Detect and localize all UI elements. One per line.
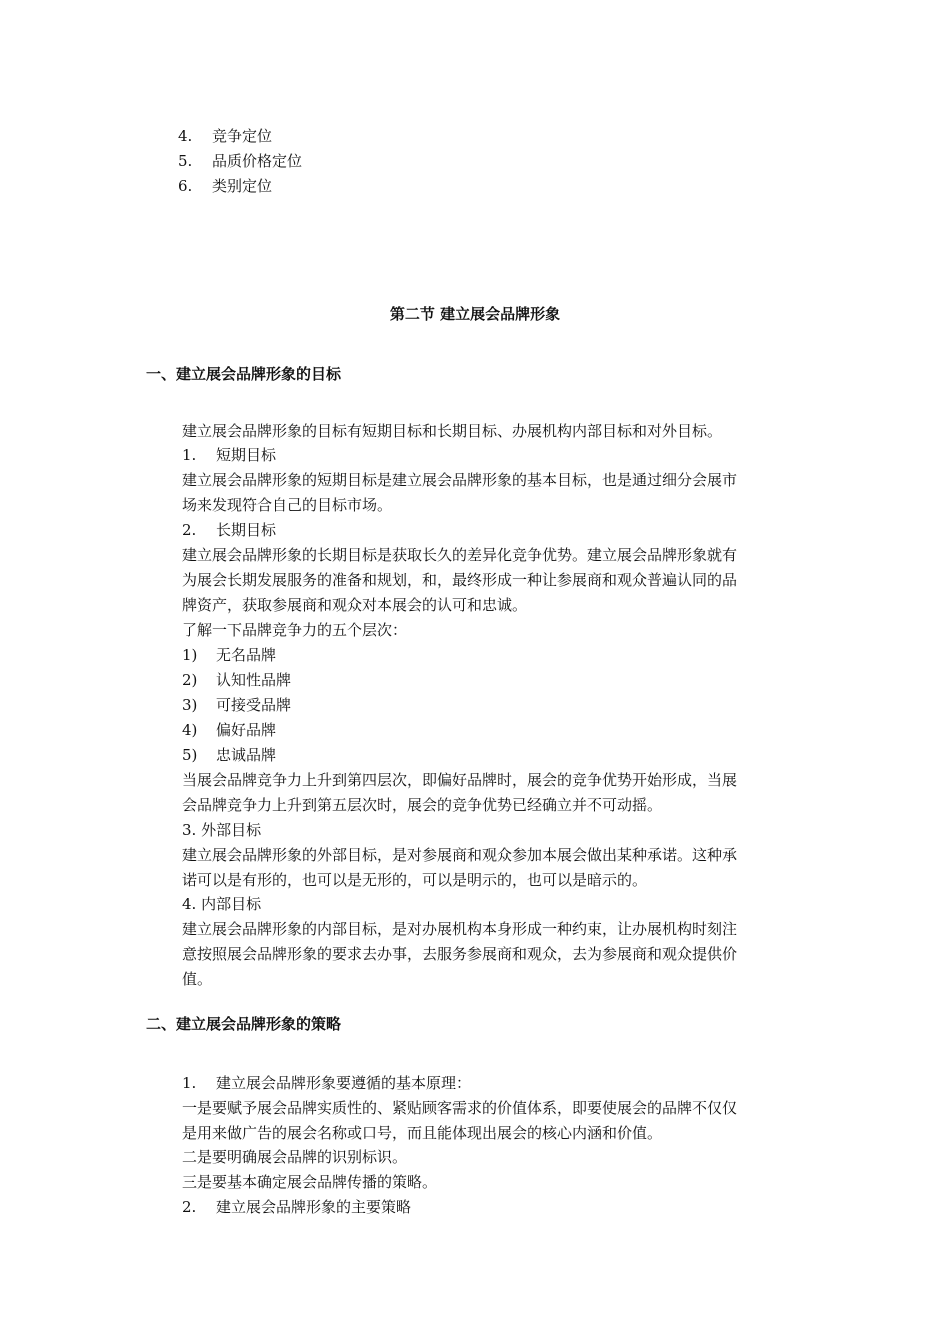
paragraph-line: 建立展会品牌形象的短期目标是建立展会品牌形象的基本目标，也是通过细分会展市 <box>182 471 738 489</box>
paragraph-line: 建立展会品牌形象的长期目标是获取长久的差异化竞争优势。建立展会品牌形象就有 <box>182 546 738 564</box>
list-text: 建立展会品牌形象的主要策略 <box>216 1198 412 1216</box>
paragraph-line: 建立展会品牌形象的内部目标，是对办展机构本身形成一种约束，让办展机构时刻注 <box>182 920 738 938</box>
list-number: 2. <box>182 521 197 539</box>
list-number: 3) <box>182 696 198 714</box>
list-text: 认知性品牌 <box>216 671 292 689</box>
paragraph-line: 是用来做广告的展会名称或口号，而且能体现出展会的核心内涵和价值。 <box>182 1124 663 1142</box>
level-item <box>182 745 276 765</box>
list-item <box>178 176 272 196</box>
paragraph-line: 值。 <box>182 970 213 988</box>
subheading-internal: 4. 内部目标 <box>182 895 262 913</box>
list-number: 4. <box>178 127 193 145</box>
paragraph-line: 当展会品牌竞争力上升到第四层次，即偏好品牌时，展会的竞争优势开始形成，当展 <box>182 771 738 789</box>
part2-heading: 二、建立展会品牌形象的策略 <box>146 1015 342 1033</box>
level-item <box>182 645 276 665</box>
paragraph-line: 意按照展会品牌形象的要求去办事，去服务参展商和观众，去为参展商和观众提供价 <box>182 945 738 963</box>
paragraph-line: 诺可以是有形的，也可以是无形的，可以是明示的，也可以是暗示的。 <box>182 871 648 889</box>
paragraph-line: 建立展会品牌形象的外部目标，是对参展商和观众参加本展会做出某种承诺。这种承 <box>182 846 738 864</box>
paragraph-line: 场来发现符合自己的目标市场。 <box>182 496 393 514</box>
part1-heading: 一、建立展会品牌形象的目标 <box>146 365 342 383</box>
list-text: 长期目标 <box>216 521 277 539</box>
list-text: 短期目标 <box>216 446 277 464</box>
subheading-strategy <box>182 1197 411 1217</box>
list-item <box>178 126 272 146</box>
paragraph-line: 为展会长期发展服务的准备和规划，和，最终形成一种让参展商和观众普遍认同的品 <box>182 571 738 589</box>
list-text: 竞争定位 <box>212 127 273 145</box>
paragraph-line: 三是要基本确定展会品牌传播的策略。 <box>182 1173 438 1191</box>
subheading-principle <box>182 1073 471 1093</box>
paragraph-line: 二是要明确展会品牌的识别标识。 <box>182 1148 408 1166</box>
section-title: 第二节 建立展会品牌形象 <box>389 305 561 323</box>
paragraph-line: 一是要赋予展会品牌实质性的、紧贴顾客需求的价值体系，即要使展会的品牌不仅仅 <box>182 1099 738 1117</box>
list-text: 可接受品牌 <box>216 696 292 714</box>
list-text: 无名品牌 <box>216 646 277 664</box>
paragraph-line: 建立展会品牌形象的目标有短期目标和长期目标、办展机构内部目标和对外目标。 <box>182 422 723 440</box>
level-item <box>182 695 291 715</box>
list-text: 偏好品牌 <box>216 721 277 739</box>
paragraph-line: 会品牌竞争力上升到第五层次时，展会的竞争优势已经确立并不可动摇。 <box>182 796 663 814</box>
list-number: 1) <box>182 646 198 664</box>
subheading-external: 3. 外部目标 <box>182 821 262 839</box>
list-number: 1. <box>182 1074 197 1092</box>
list-text: 品质价格定位 <box>212 152 303 170</box>
list-number: 1. <box>182 446 197 464</box>
list-number: 5) <box>182 746 198 764</box>
list-number: 6. <box>178 177 193 195</box>
list-number: 5. <box>178 152 193 170</box>
subheading-long-term <box>182 520 276 540</box>
list-number: 2. <box>182 1198 197 1216</box>
list-text: 建立展会品牌形象要遵循的基本原理： <box>216 1074 472 1092</box>
list-number: 2) <box>182 671 198 689</box>
level-item <box>182 670 291 690</box>
level-item <box>182 720 276 740</box>
list-text: 类别定位 <box>212 177 273 195</box>
list-text: 忠诚品牌 <box>216 746 277 764</box>
list-number: 4) <box>182 721 198 739</box>
list-item <box>178 151 302 171</box>
paragraph-line: 牌资产，获取参展商和观众对本展会的认可和忠诚。 <box>182 596 528 614</box>
subheading-short-term <box>182 445 276 465</box>
paragraph-line: 了解一下品牌竞争力的五个层次： <box>182 621 408 639</box>
